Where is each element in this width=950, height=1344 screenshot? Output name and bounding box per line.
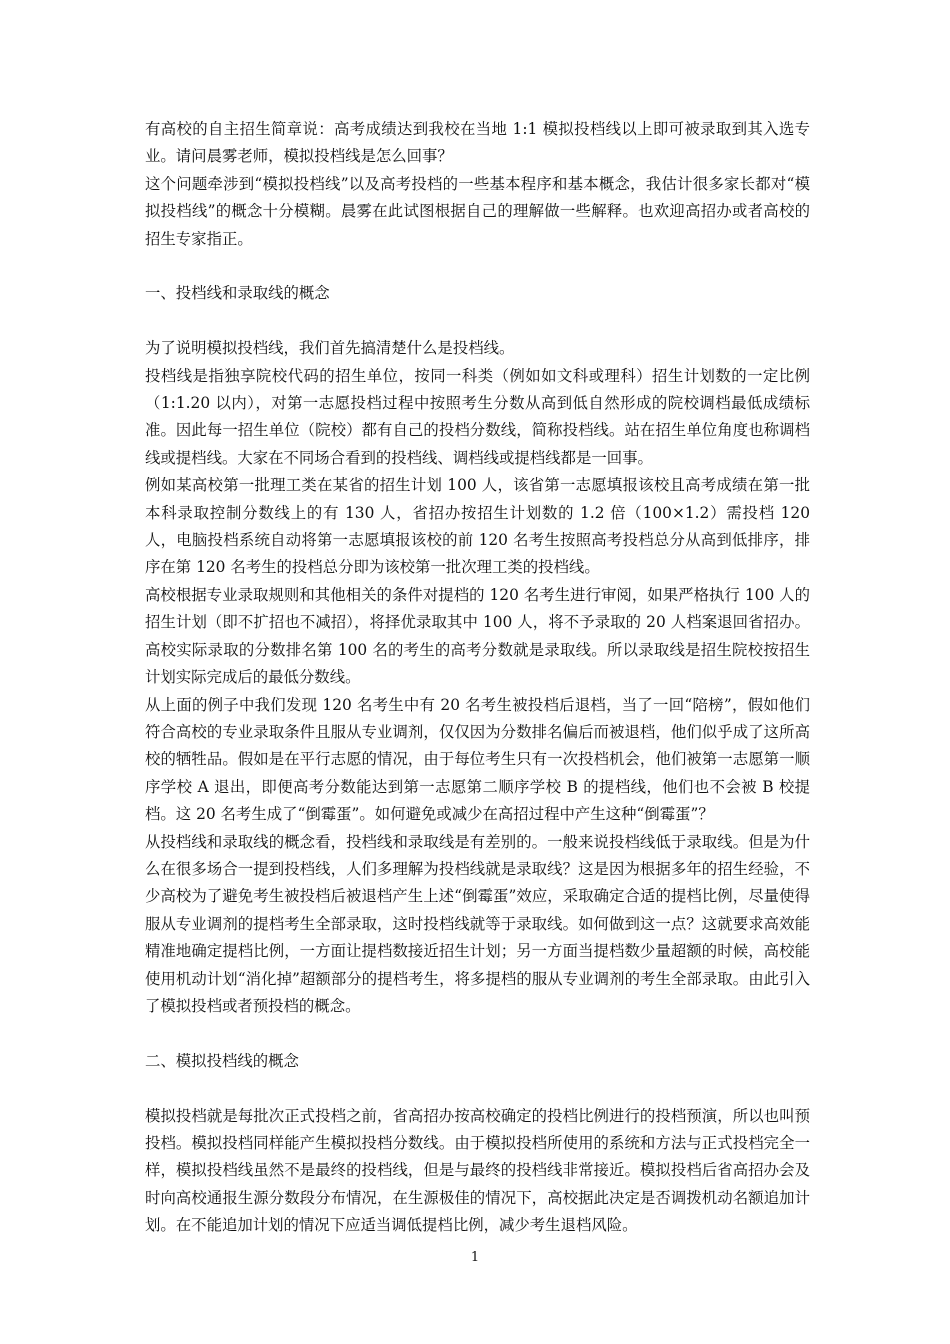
- blank-line: [145, 308, 810, 335]
- intro-question: 有高校的自主招生简章说：高考成绩达到我校在当地 1:1 模拟投档线以上即可被录取到其入选专业。请问晨雾老师，模拟投档线是怎么回事？: [145, 120, 810, 166]
- section1-paragraph: 高校根据专业录取规则和其他相关的条件对提档的 120 名考生进行审阅，如果严格执行 100 人的招生计划（即不扩招也不减招），将择优录取其中 100 人，将不予录取的 20 人档案退回省招办。高校实际录取的分数排名第 100 名的考生的高考分数就是录取线。所以录取线是招生院校按招生计划实际完成后的最低分数线。: [145, 585, 810, 687]
- section1-paragraph: 从投档线和录取线的概念看，投档线和录取线是有差别的。一般来说投档线低于录取线。但是为什么在很多场合一提到投档线，人们多理解为投档线就是录取线？这是因为根据多年的招生经验，不少高校为了避免考生被投档后被退档产生上述“倒霉蛋”效应，采取确定合适的提档比例，尽量使得服从专业调剂的提档考生全部录取，这时投档线就等于录取线。如何做到这一点？这就要求高效能精准地确定提档比例，一方面让提档数接近招生计划；另一方面当提档数少量超额的时候，高校能使用机动计划“消化掉”超额部分的提档考生，将多提档的服从专业调剂的考生全部录取。由此引入了模拟投档或者预投档的概念。: [145, 832, 810, 1015]
- section-heading-1: 一、投档线和录取线的概念: [145, 284, 330, 303]
- blank-line: [145, 1075, 810, 1102]
- section1-paragraph: 投档线是指独享院校代码的招生单位，按同一科类（例如如文科或理科）招生计划数的一定比例（1:1.20 以内），对第一志愿投档过程中按照考生分数从高到低自然形成的院校调档最低成绩标准。因此每一招生单位（院校）都有自己的投档分数线，简称投档线。站在招生单位角度也称调档线或提档线。大家在不同场合看到的投档线、调档线或提档线都是一回事。: [145, 366, 810, 467]
- blank-line: [145, 253, 810, 280]
- section-heading-2: 二、模拟投档线的概念: [145, 1051, 299, 1070]
- section1-paragraph: 为了说明模拟投档线，我们首先搞清楚什么是投档线。: [145, 339, 515, 358]
- page-number: 1: [470, 1250, 480, 1265]
- section1-paragraph: 从上面的例子中我们发现 120 名考生中有 20 名考生被投档后退档，当了一回“陪榜”，假如他们符合高校的专业录取条件且服从专业调剂，仅仅因为分数排名偏后而被退档，他们似乎成了这所高校的牺牲品。假如是在平行志愿的情况，由于每位考生只有一次投档机会，他们被第一志愿第一顺序学校 A 退出，即便高考分数能达到第一志愿第二顺序学校 B 的提档线，他们也不会被 B 校提档。这 20 名考生成了“倒霉蛋”。如何避免或减少在高招过程中产生这种“倒霉蛋”？: [145, 695, 810, 824]
- document-body: [145, 116, 810, 1240]
- section1-paragraph: 例如某高校第一批理工类在某省的招生计划 100 人，该省第一志愿填报该校且高考成绩在第一批本科录取控制分数线上的有 130 人，省招办按招生计划数的 1.2 倍（100×1.2）需投档 120 人，电脑投档系统自动将第一志愿填报该校的前 120 名考生按照高考投档总分从高到低排序，排序在第 120 名考生的投档总分即为该校第一批次理工类的投档线。: [145, 476, 810, 577]
- blank-line: [145, 1020, 810, 1047]
- intro-answer: 这个问题牵涉到“模拟投档线”以及高考投档的一些基本程序和基本概念，我估计很多家长都对“模拟投档线”的概念十分模糊。晨雾在此试图根据自己的理解做一些解释。也欢迎高招办或者高校的招生专家指正。: [145, 174, 810, 248]
- section2-paragraph: 模拟投档就是每批次正式投档之前，省高招办按高校确定的投档比例进行的投档预演，所以也叫预投档。模拟投档同样能产生模拟投档分数线。由于模拟投档所使用的系统和方法与正式投档完全一样，模拟投档线虽然不是最终的投档线，但是与最终的投档线非常接近。模拟投档后省高招办会及时向高校通报生源分数段分布情况，在生源极佳的情况下，高校据此决定是否调拨机动名额追加计划。在不能追加计划的情况下应适当调低提档比例，减少考生退档风险。: [145, 1106, 810, 1235]
